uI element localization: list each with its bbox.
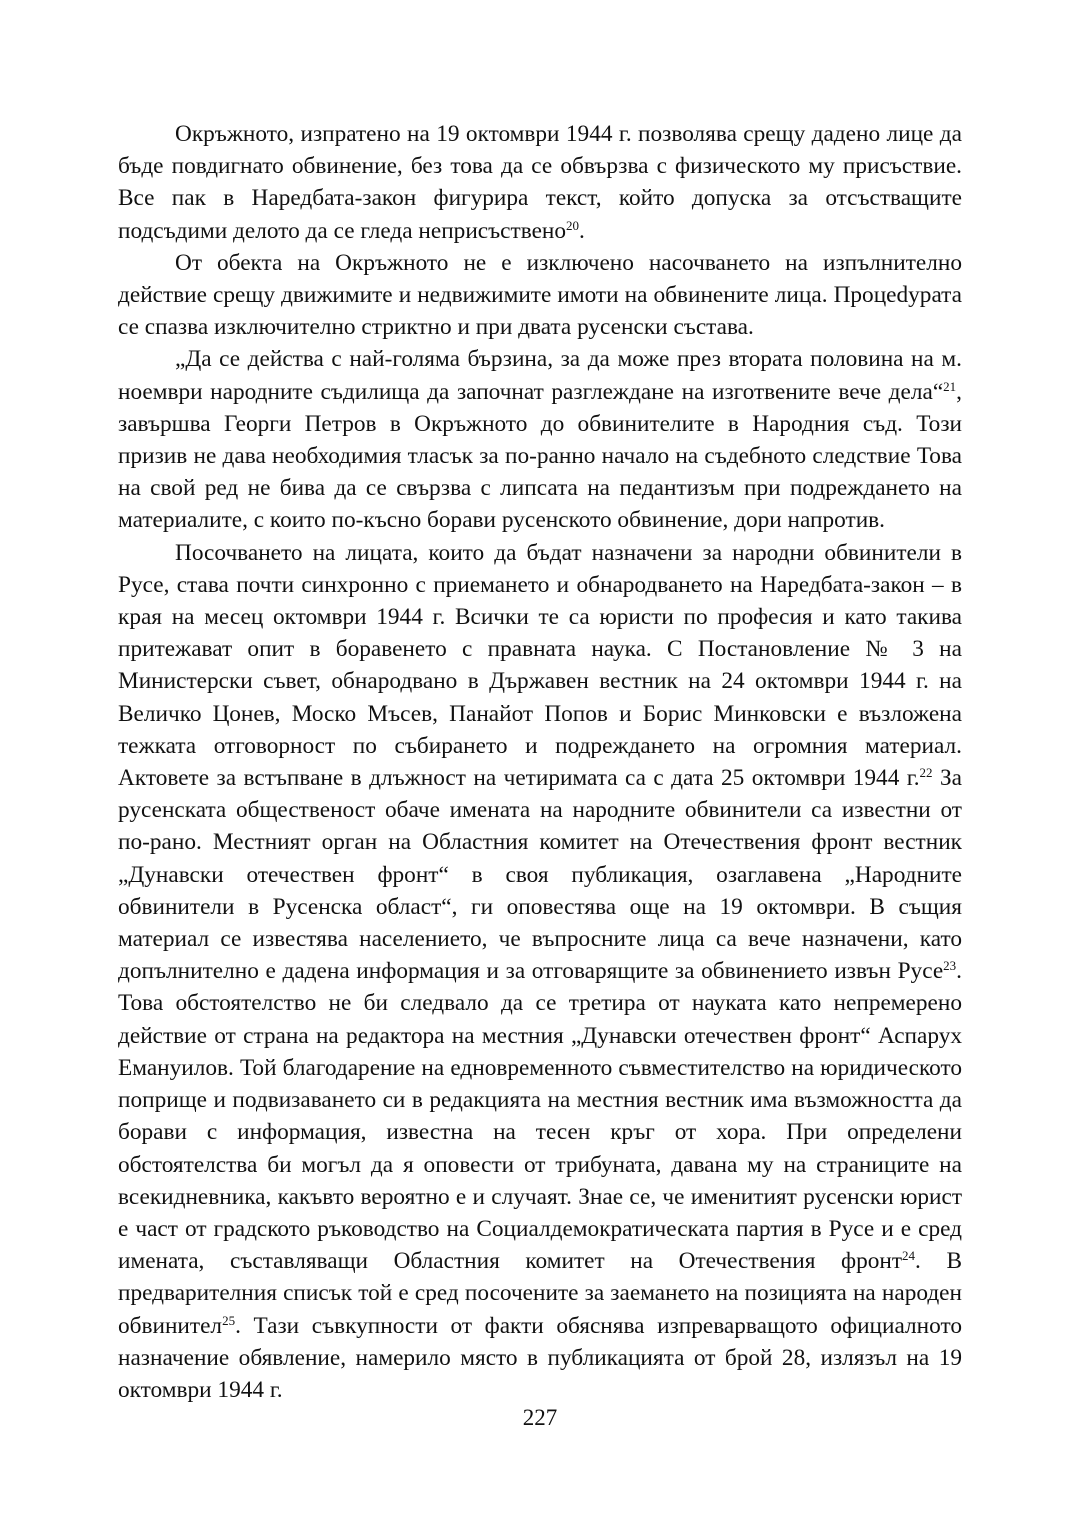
paragraph-2-text: От обекта на Окръжното не е изключено насочването на изпълнително действие срещу движимите и недвижимите имоти на обвинените лица. Процеdурата се спазва изключително стриктно и при двата русенски състава.	[118, 249, 962, 341]
page-number: 227	[522, 1405, 558, 1430]
paragraph-3	[118, 343, 962, 536]
footnote-ref-21[interactable]: 21	[943, 378, 957, 394]
footnote-ref-25[interactable]: 25	[222, 1312, 236, 1328]
paragraph-3-text-a: „Да се действа с най-голяма бързина, за да може през втората половина на м. ноември народните съдилища да започнат разглеждане на изготвените вече дела“	[118, 346, 962, 405]
footnote-ref-22[interactable]: 22	[919, 765, 933, 781]
footnote-ref-23[interactable]: 23	[943, 958, 957, 974]
footnote-ref-24[interactable]: 24	[902, 1248, 916, 1264]
paragraph-3-text-b: , завършва Георги Петров в Окръжното до обвинителите в Народния съд. Този призив не дава необходимия тласък за по-ранно начало на съдебното следствие Това на свой ред не бива да се свързва с липсата на педантизъм при подреждането на материалите, с които по-късно борави русенското обвинение, дори напротив.	[118, 378, 962, 534]
paragraph-4-text-d: . В предварителния списък той е сред посочените за заемането на позицията на народен обвинител	[118, 1248, 962, 1339]
paragraph-4-text-a: Посочването на лицата, които да бъдат назначени за народни обвинители в Русе, става почти синхронно с приемането и обнародването на Наредбата-закон – в края на месец октомври 1944 г. Всички те са юристи по професия и като такива притежават опит в боравенето с правната наука. С Постановление № 3 на Министерски съвет, обнародвано в Държавен вестник на 24 октомври 1944 г. на Величко Цонев, Моско Мъсев, Панайот Попов и Борис Минковски е възложена тежката отговорност по събирането и подреждането на огромния материал. Актовете за встъпване в длъжност на четиримата са с дата 25 октомври 1944 г.	[118, 539, 962, 792]
paragraph-4-text-b: За русенската общественост обаче имената на народните обвинители са известни от по-рано. Местният орган на Областния комитет на Отечествения фронт вестник „Дунавски отечествен фронт“ в своя публикация, озаглавена „Народните обвинители в Русенска област“, ги оповестява още на 19 октомври. В същия материал се известява населението, че въпросните лица са вече назначени, като допълнително е дадена информация и за отговарящите за обвинението извън Русе	[118, 765, 962, 985]
paragraph-1-end: .	[579, 217, 585, 244]
paragraph-4-text-c: . Това обстоятелство не би следвало да се третира от науката като непремерено действие от страна на редактора на местния „Дунавски отечествен фронт“ Аспарух Емануилов. Той благодарение на едновременното съвместителство на юридическото поприще и подвизаването си в редакцията на местния вестник има възможността да борави с информация, известна на тесен кръг от хора. При определени обстоятелства би могъл да я оповести от трибуната, давана му на страниците на всекидневника, какъвто вероятно е и случаят. Знае се, че именитият русенски юрист е част от градското ръководство на Социалдемократическата партия в Русе и е сред имената, съставляващи Областния комитет на Отечествения фронт	[118, 958, 962, 1275]
paragraph-1-text: Окръжното, изпратено на 19 октомври 1944 г. позволява срещу дадено лице да бъде повдигнато обвинение, без това да се обвързва с физическото му присъствие. Все пак в Наредбата-закон фигурира текст, който допуска за отсъстващите подсъдими делото да се гледа неприсъствено	[118, 121, 962, 244]
paragraph-4-text-e: . Тази съвкупности от факти обяснява изпреварващото официалното назначение обявление, намерило място в публикацията от брой 28, излязъл на 19 октомври 1944 г.	[118, 1312, 962, 1403]
footnote-ref-20[interactable]: 20	[566, 217, 580, 233]
paragraph-4	[118, 537, 962, 1406]
paragraph-2	[118, 247, 962, 344]
document-page	[118, 118, 962, 1406]
paragraph-1	[118, 118, 962, 247]
